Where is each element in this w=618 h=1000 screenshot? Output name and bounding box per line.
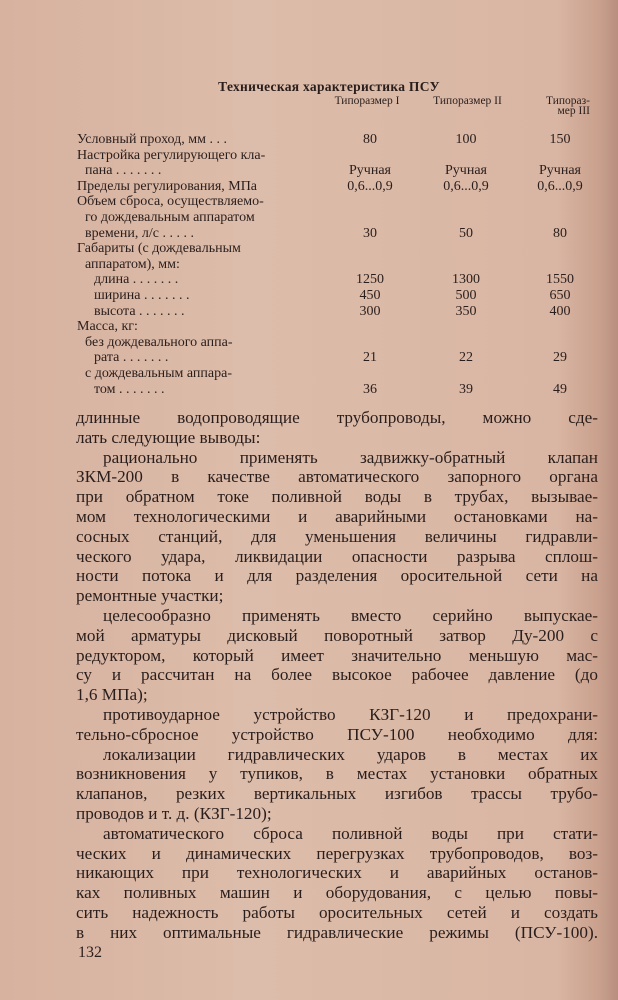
text-line: клапанов, резких вертикальных изгибов трассы трубо- [76,784,598,804]
column-header-size-1: Типоразмер I [334,95,400,107]
table-row [77,288,597,304]
text-line: су и рассчитан на более высокое рабочее давление (до [76,665,598,685]
column-header-size-2: Типоразмер II [433,95,502,107]
cell-value: 80 [553,225,567,241]
spec-table [77,132,597,397]
cell-value: 39 [459,381,473,397]
text-line: редуктором, который имеет значительно меньшую мас- [76,645,598,665]
text-line: сить надежность работы оросительных сетей и создать [76,902,598,922]
cell-value: 0,6...0,9 [537,178,583,194]
cell-value: 150 [549,132,571,147]
table-row [77,366,597,382]
row-label: высота . . . . . . . [94,303,185,319]
row-label: пана . . . . . . . [85,163,162,179]
text-line: ремонтные участки; [76,586,224,606]
cell-value: 80 [363,132,377,147]
text-line: проводов и т. д. (КЗГ-120); [76,803,272,823]
row-label: рата . . . . . . . [94,350,169,366]
cell-value: 300 [359,303,381,319]
text-line: возникновения у тупиков, в местах установки обратных [76,764,598,784]
text-line: ности потока и для разделения оросительной сети на [76,566,598,586]
row-label: без дождевального аппа- [85,334,233,350]
page-number: 132 [78,944,102,961]
cell-value: 350 [455,303,477,319]
text-line: ЗКМ-200 в качестве автоматического запорного органа [76,467,598,487]
row-label: времени, л/с . . . . . [85,225,194,241]
cell-value: 29 [553,350,567,366]
table-row [77,226,597,242]
text-line: ках поливных машин и оборудования, с целью повы- [76,883,598,903]
row-label: с дождевальным аппара- [85,365,232,381]
row-label: Габариты (с дождевальным [77,241,241,257]
cell-value: 21 [363,350,377,366]
table-row [77,194,597,210]
cell-value: 1550 [546,272,574,288]
row-label: Условный проход, мм . . . [77,132,227,147]
row-label: Масса, кг: [77,319,138,335]
table-row [77,163,597,179]
table-row [77,304,597,320]
table-row [77,319,597,335]
row-label: длина . . . . . . . [94,272,179,288]
cell-value: Ручная [349,163,391,179]
table-row [77,148,597,164]
text-line: целесообразно применять вместо серийно выпускае- [103,605,598,625]
table-row [77,241,597,257]
text-line: мом технологическими и аварийными остановками на- [76,506,598,526]
cell-value: 50 [459,225,473,241]
row-label: Объем сброса, осуществляемо- [77,194,264,210]
row-label: го дождевальным аппаратом [85,209,255,225]
cell-value: 0,6...0,9 [347,178,393,194]
cell-value: 500 [455,287,477,303]
text-line: противоударное устройство КЗГ-120 и предохрани- [103,704,598,724]
row-label: Настройка регулирующего кла- [77,147,266,163]
table-row [77,272,597,288]
cell-value: Ручная [539,163,581,179]
row-label: аппаратом), мм: [85,256,180,272]
cell-value: 100 [455,132,477,147]
text-line: ческого удара, ликвидации опасности разрыва сплош- [76,546,598,566]
text-line: сосных станций, для уменьшения величины гидравли- [76,526,598,546]
text-line: рационально применять задвижку-обратный клапан [103,447,598,467]
cell-value: 30 [363,225,377,241]
text-line: автоматического сброса поливной воды при стати- [103,823,598,843]
table-row [77,257,597,273]
text-line: тельно-сбросное устройство ПСУ-100 необходимо для: [76,724,598,744]
cell-value: 49 [553,381,567,397]
cell-value: 0,6...0,9 [443,178,489,194]
table-row [77,210,597,226]
row-label: Пределы регулирования, МПа [77,178,258,194]
text-line: при обратном токе поливной воды в трубах, вызывае- [76,487,598,507]
text-line: никающих при технологических и аварийных останов- [76,863,598,883]
row-label: ширина . . . . . . . [94,287,190,303]
text-line: локализации гидравлических ударов в местах их [103,744,598,764]
table-row [77,382,597,398]
table-row [77,350,597,366]
table-row [77,132,597,148]
table-title: Техническая характеристика ПСУ [218,79,440,94]
cell-value: 1300 [452,272,480,288]
cell-value: Ручная [445,163,487,179]
text-line: 1,6 МПа); [76,685,148,705]
cell-value: 36 [363,381,377,397]
table-row [77,179,597,195]
cell-value: 650 [549,287,571,303]
column-header-size-3: Типораз- мер III [545,95,590,117]
cell-value: 1250 [356,272,384,288]
body-text [76,408,598,943]
cell-value: 22 [459,350,473,366]
text-line: ческих и динамических перегрузках трубопроводов, воз- [76,843,598,863]
text-line: мой арматуры дисковый поворотный затвор Ду-200 с [76,625,598,645]
cell-value: 400 [549,303,571,319]
text-line: лать следующие выводы: [76,427,261,447]
text-line: длинные водопроводящие трубопроводы, можно сде- [76,408,598,427]
row-label: том . . . . . . . [94,381,165,397]
table-row [77,335,597,351]
cell-value: 450 [359,287,381,303]
text-line: в них оптимальные гидравлические режимы (ПСУ-100). [76,922,598,942]
